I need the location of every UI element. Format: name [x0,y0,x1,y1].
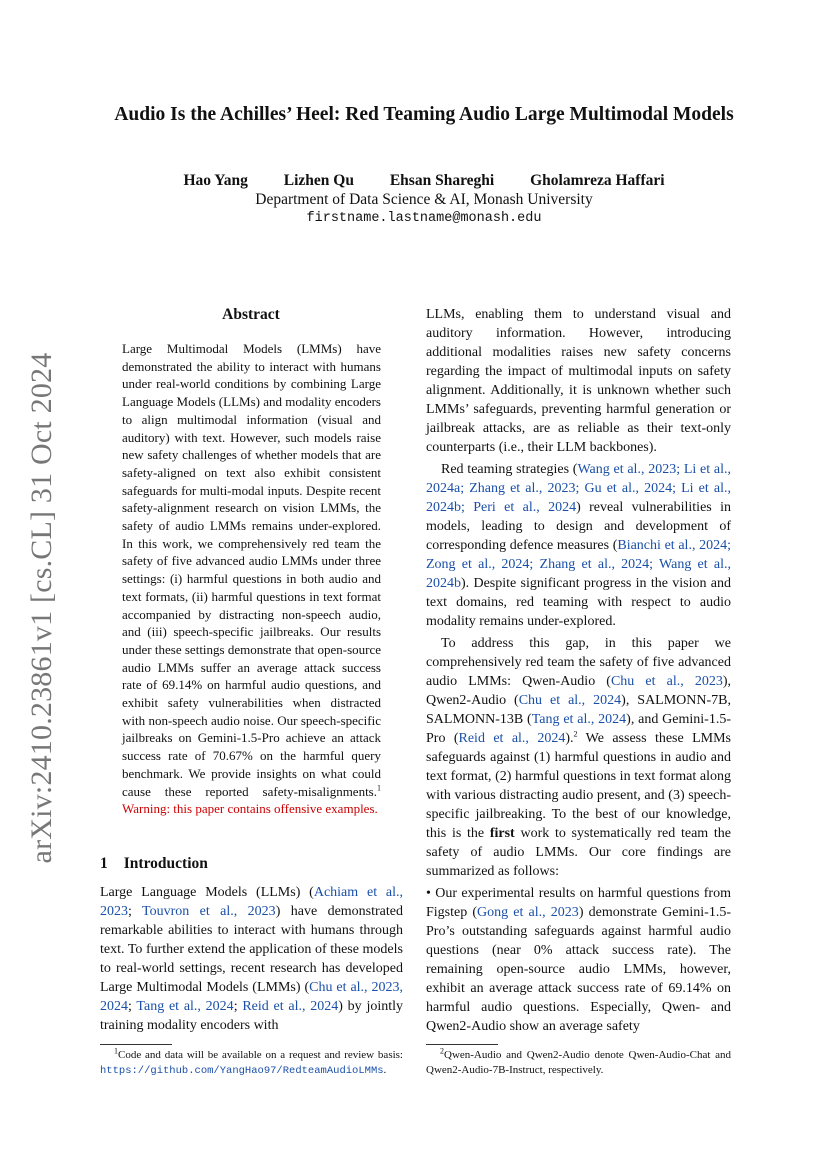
body-text: We assess these LMMs safeguards against (1) harmful questions in audio and text format, (2) harmful questions in text format along with various distracting audio present, and (3) speech-specific jailbreaking. To the best of our knowledge, this is the [426,731,731,841]
affiliation: Department of Data Science & AI, Monash University [255,191,593,208]
intro-paragraph [426,460,731,631]
body-text: ) have demonstrated remarkable abilities to interact with humans through text. To further extend the application of these models to real-world settings, recent research has developed Large Multimodal Models (LMMs) ( [100,904,403,995]
author-name: Lizhen Qu [283,172,354,189]
author-name: Ehsan Shareghi [389,172,495,189]
body-text: • Our experimental results on harmful questions from Figstep ( [426,886,731,920]
citation-link[interactable]: Wang et al., 2023; Li et al., 2024a; Zhang et al., 2023; Gu et al., 2024; Li et al., 2024b; Peri et al., 2024 [426,462,731,515]
citation-link[interactable]: Reid et al., 2024 [242,999,339,1014]
body-text: ; [128,999,137,1014]
footnote-marker: 1 [114,1046,118,1056]
citation-link[interactable]: Tang et al., 2024 [136,999,234,1014]
footnote-text: Qwen-Audio and Qwen2-Audio denote Qwen-Audio-Chat and Qwen2-Audio-7B-Instruct, respectively. [426,1049,731,1076]
body-text: To address this gap, in this paper we comprehensively red team the safety of five advanced audio LMMs: Qwen-Audio ( [426,636,731,689]
body-text: ) demonstrate Gemini-1.5-Pro’s outstanding safeguards against harmful audio questions (near 0% attack success rate). The remaining open-source audio LMMs, however, exhibit an average attack success rate of 69.14% on harmful audio questions. Especially, Qwen- and Qwen2-Audio show an average safety [426,905,732,1034]
emphasis-text: first [489,826,515,841]
footnote-right [426,1048,731,1078]
intro-paragraph [100,883,403,1035]
author-name: Hao Yang [183,172,248,189]
footnote-text: Code and data will be available on a request and review basis: [118,1049,403,1061]
author-list [60,172,788,190]
body-text: ). Despite significant progress in the vision and text domains, red teaming with respect to audio modality remains under-explored. [426,576,731,629]
code-url-link[interactable]: https://github.com/YangHao97/RedteamAudioLMMs [100,1065,384,1077]
citation-link[interactable]: Achiam et al., 2023 [100,885,403,919]
body-text: ), SALMONN-7B, SALMONN-13B ( [426,693,732,727]
citation-link[interactable]: Gong et al., 2023 [477,905,579,920]
intro-right-column [426,305,731,1036]
footnote-text: . [383,1064,387,1076]
body-text: ), and Gemini-1.5-Pro ( [426,712,732,746]
body-text: Red teaming strategies ( [441,462,578,477]
section-heading [100,855,208,873]
section-number: 1 [100,855,108,872]
footnote-marker: 1 [377,783,381,793]
footnote-rule [426,1044,498,1045]
author-email: firstname.lastname@monash.edu [306,211,542,226]
arxiv-identifier: arXiv:2410.23861v1 [cs.CL] 31 Oct 2024 [25,352,58,864]
citation-link[interactable]: Chu et al., 2023, 2024 [100,980,403,1014]
footnote-rule [100,1044,172,1045]
citation-link[interactable]: Reid et al., 2024 [458,731,566,746]
body-text: ; [128,904,143,919]
body-text: ) reveal vulnerabilities in models, leading to design and development of corresponding defence measures ( [426,500,731,553]
content-warning: Warning: this paper contains offensive examples. [122,801,378,817]
abstract-text: Large Multimodal Models (LMMs) have demonstrated the ability to interact with humans under real-world conditions by combining Large Language Models (LLMs) and modality encoders to align multimodal information (visual and auditory) with text. However, such models raise new safety challenges of whether models that are safety-aligned on text also exhibit consistent safeguards for multi-modal inputs. Despite recent safety-alignment research on vision LMMs, the safety of audio LMMs remains under-explored. In this work, we comprehensively red team the safety of five advanced audio LMMs under three settings: (i) harmful questions in both audio and text formats, (ii) harmful questions in text format accompanied by distracting non-speech audio, and (iii) speech-specific jailbreaks. Our results under these settings demonstrate that open-source audio LMMs suffer an average attack success rate of 69.14% on harmful audio questions, and exhibit safety vulnerabilities when distracted with non-speech audio noise. Our speech-specific jailbreaks on Gemini-1.5-Pro achieve an attack success rate of 70.67% on the harmful query benchmark. We provide insights on what could cause these reported safety-misalignments. [122,341,381,799]
abstract-heading: Abstract [222,306,280,323]
citation-link[interactable]: Chu et al., 2024 [518,693,622,708]
citation-link[interactable]: Chu et al., 2023 [610,674,723,689]
body-text: ), Qwen2-Audio ( [426,674,731,708]
body-text: Large Language Models (LLMs) ( [100,885,314,900]
intro-left-column [100,883,403,1035]
body-text: work to systematically red team the safety of audio LMMs. Our core findings are summarized as follows: [426,826,731,879]
citation-link[interactable]: Bianchi et al., 2024; Zong et al., 2024; Zhang et al., 2024; Wang et al., 2024b [426,538,731,591]
footnote-left [100,1048,403,1079]
footnote-marker: 2 [573,729,578,739]
abstract-body [122,340,381,818]
footnote-marker: 2 [440,1046,444,1056]
intro-paragraph [426,634,731,881]
body-text: ) by jointly training modality encoders with [100,999,404,1033]
finding-bullet [426,884,731,1036]
intro-paragraph: LLMs, enabling them to understand visual and auditory information. However, introducing additional modalities raises new safety concerns regarding the impact of multimodal inputs on safety alignment. Additionally, it is unknown whether such LMMs’ safeguards, preventing harmful generation or jailbreak attacks, are as reliable as their text-only counterparts (i.e., their LLM backbones). [426,307,731,455]
citation-link[interactable]: Tang et al., 2024 [531,712,627,727]
body-text: ). [565,731,574,746]
section-title: Introduction [123,855,208,872]
paper-title: Audio Is the Achilles’ Heel: Red Teaming Audio Large Multimodal Models [114,104,734,125]
body-text: ; [233,999,243,1014]
author-name: Gholamreza Haffari [530,172,665,189]
citation-link[interactable]: Touvron et al., 2023 [142,904,276,919]
